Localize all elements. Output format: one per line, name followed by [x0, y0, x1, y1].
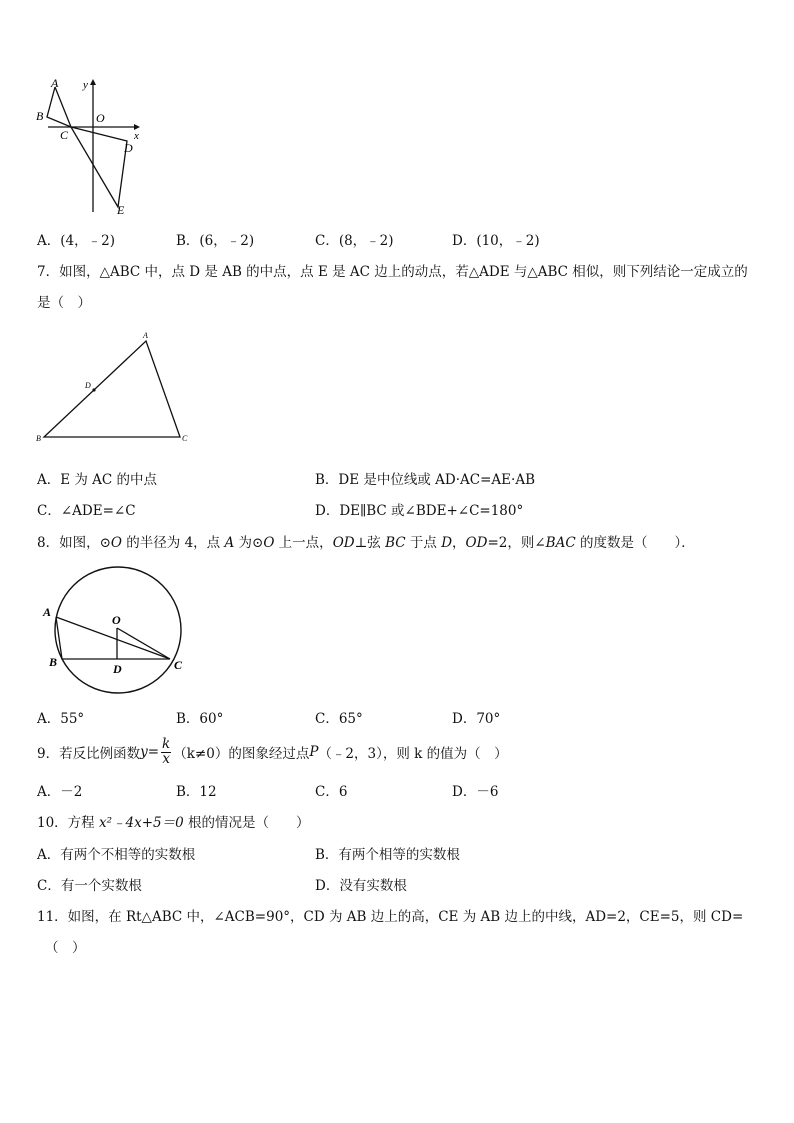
label-C: C: [182, 434, 188, 443]
q7-stem-line2: 是（ ）: [37, 295, 91, 311]
q8-option-d[interactable]: D．70°: [452, 711, 501, 727]
q7-stem-line1: 7．如图，△ABC 中，点 D 是 AB 的中点，点 E 是 AC 边上的动点，若△ADE 与△ABC 相似，则下列结论一定成立的: [37, 264, 748, 280]
label-A: A: [143, 331, 148, 340]
label-A: A: [51, 76, 59, 90]
q10-option-b[interactable]: B．有两个相等的实数根: [315, 847, 460, 863]
label-x: x: [134, 130, 139, 142]
label-D: D: [124, 141, 133, 155]
q9-fraction: $\frac{k}{x}$: [162, 735, 171, 767]
label-C: C: [60, 128, 69, 142]
label-O: O: [112, 613, 121, 627]
q9-option-d[interactable]: D．－6: [452, 784, 499, 800]
q10-option-a[interactable]: A．有两个不相等的实数根: [37, 847, 196, 863]
q6-option-d[interactable]: D．(10，﹣2): [452, 233, 540, 249]
label-C: C: [174, 658, 183, 672]
label-y: y: [83, 79, 88, 91]
q9-option-b[interactable]: B．12: [176, 784, 217, 800]
label-B: B: [49, 655, 58, 669]
q6-option-a[interactable]: A．(4，﹣2): [37, 233, 115, 249]
q8-stem: 8．如图，⊙O 的半径为 4，点 A 为⊙O 上一点，OD⊥弦 BC 于点 D，OD=2，则∠BAC 的度数是（ ）．: [37, 535, 695, 551]
q7-option-b[interactable]: B．DE 是中位线或 AD·AC=AE·AB: [315, 472, 536, 488]
q8-option-c[interactable]: C．65°: [315, 711, 363, 727]
q11-stem-line1: 11．如图，在 Rt△ABC 中，∠ACB=90°，CD 为 AB 边上的高，CE 为 AB 边上的中线，AD=2，CE=5，则 CD=: [37, 909, 744, 925]
q8-option-b[interactable]: B．60°: [176, 711, 224, 727]
q6-option-b[interactable]: B．(6，﹣2): [176, 233, 255, 249]
q7-option-a[interactable]: A．E 为 AC 的中点: [37, 472, 158, 488]
q7-triangle-figure: [34, 327, 194, 447]
q10-option-d[interactable]: D．没有实数根: [315, 878, 407, 894]
label-E: E: [117, 203, 125, 217]
q7-option-c[interactable]: C．∠ADE=∠C: [37, 503, 136, 519]
q11-stem-line2: （ ）: [45, 940, 86, 956]
q9-stem: 9．若反比例函数 y= $\frac{k}{x}$ （k≠0）的图象经过点 P （﹣2，3），则 k 的值为（ ）: [37, 735, 508, 767]
label-A: A: [43, 605, 52, 619]
label-D: D: [85, 381, 91, 390]
q9-option-a[interactable]: A．－2: [37, 784, 83, 800]
q10-stem: 10．方程 x²﹣4x+5＝0 根的情况是（ ）: [37, 815, 310, 831]
q8-option-a[interactable]: A．55°: [37, 711, 85, 727]
q9-option-c[interactable]: C．6: [315, 784, 348, 800]
label-B: B: [36, 434, 41, 443]
label-O: O: [96, 111, 105, 125]
q10-option-c[interactable]: C．有一个实数根: [37, 878, 142, 894]
q8-circle-figure: [36, 562, 196, 702]
label-B: B: [36, 109, 44, 123]
q6-option-c[interactable]: C．(8，﹣2): [315, 233, 394, 249]
label-D: D: [113, 662, 122, 676]
q6-coordinate-figure: [30, 74, 160, 219]
q7-option-d[interactable]: D．DE∥BC 或∠BDE+∠C=180°: [315, 503, 524, 519]
